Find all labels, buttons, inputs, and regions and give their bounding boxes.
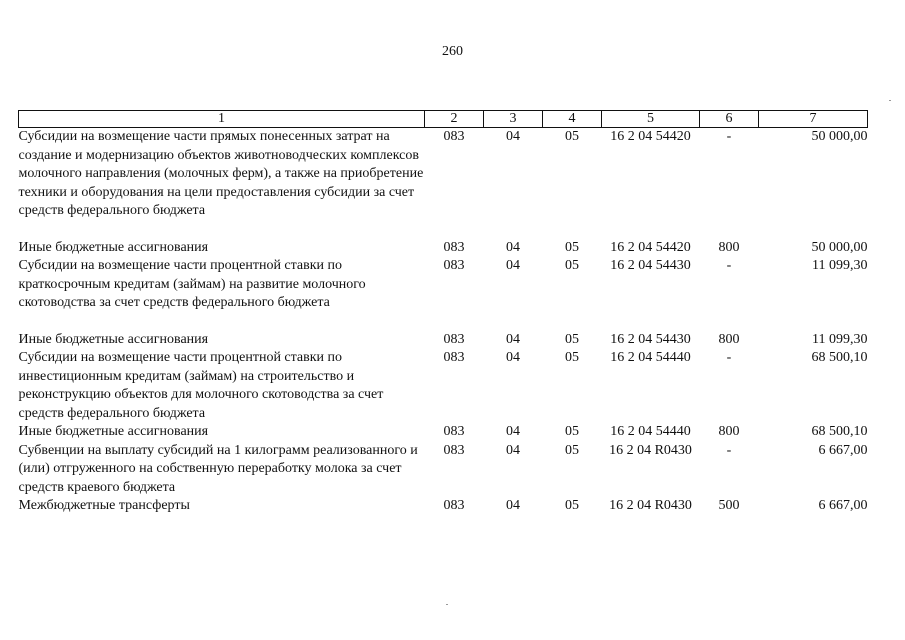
row-target-article: 16 2 04 54430 — [610, 331, 691, 347]
row-amount: 68 500,10 — [811, 350, 868, 365]
table-row — [19, 349, 868, 423]
row-target-article: 16 2 04 R0430 — [609, 442, 692, 458]
row-subsection: 05 — [565, 129, 579, 144]
col-header-6: 6 — [700, 111, 759, 128]
row-target-article: 16 2 04 54420 — [610, 129, 691, 144]
row-section: 04 — [506, 129, 520, 144]
row-grbs: 083 — [443, 498, 465, 513]
row-subsection: 05 — [565, 239, 579, 255]
header-row — [19, 111, 868, 128]
row-name: Субсидии на возмещение части процентной ставки по краткосрочным кредитам (займам) на развитие молочного скотоводства за счет средств федерального бюджета — [18, 258, 366, 310]
table-row — [19, 239, 868, 258]
row-section: 04 — [506, 424, 520, 439]
table-row — [19, 497, 868, 516]
row-subsection: 05 — [565, 258, 579, 273]
table-row — [19, 128, 868, 239]
row-subsection: 05 — [565, 331, 579, 347]
scan-speck — [889, 100, 891, 101]
row-name: Субвенции на выплату субсидий на 1 килограмм реализованного и (или) отгруженного на собственную переработку молока за счет средств краевого бюджета — [18, 442, 418, 495]
row-grbs: 083 — [443, 350, 465, 365]
row-expense-type: 500 — [718, 498, 740, 513]
row-grbs: 083 — [443, 442, 465, 458]
row-name: Субсидии на возмещение части прямых понесенных затрат на создание и модернизацию объектов животноводческих комплексов молочного направления (молочных ферм), а также на приобретение техники и оборудования на цели предоставления субсидии за счет средств федерального бюджета — [18, 129, 424, 218]
row-amount: 11 099,30 — [812, 258, 868, 273]
col-header-5: 5 — [602, 111, 700, 128]
col-header-1: 1 — [19, 111, 425, 128]
row-expense-type: 800 — [718, 239, 740, 255]
row-amount: 6 667,00 — [818, 498, 868, 513]
row-name: Межбюджетные трансферты — [18, 498, 190, 513]
row-section: 04 — [506, 331, 520, 347]
table-row — [19, 257, 868, 331]
row-amount: 50 000,00 — [811, 129, 868, 144]
row-name: Иные бюджетные ассигнования — [18, 424, 209, 439]
row-subsection: 05 — [565, 498, 579, 513]
row-name: Субсидии на возмещение части процентной ставки по инвестиционным кредитам (займам) на строительство и реконструкцию объектов для молочного скотоводства за счет средств федерального бюджета — [18, 350, 384, 421]
col-header-3: 3 — [484, 111, 543, 128]
row-expense-type: - — [726, 442, 732, 458]
row-section: 04 — [506, 442, 520, 458]
row-grbs: 083 — [443, 258, 465, 273]
row-section: 04 — [506, 258, 520, 273]
row-grbs: 083 — [443, 129, 465, 144]
row-expense-type: 800 — [718, 331, 740, 347]
row-target-article: 16 2 04 54420 — [610, 239, 691, 255]
row-amount: 11 099,30 — [812, 331, 868, 347]
budget-table — [18, 110, 868, 516]
row-section: 04 — [506, 350, 520, 365]
table-row — [19, 442, 868, 498]
row-grbs: 083 — [443, 239, 465, 255]
row-expense-type: 800 — [718, 424, 740, 439]
col-header-4: 4 — [543, 111, 602, 128]
row-amount: 68 500,10 — [811, 424, 868, 439]
col-header-7: 7 — [759, 111, 868, 128]
row-target-article: 16 2 04 54440 — [610, 424, 691, 439]
row-amount: 6 667,00 — [818, 442, 868, 458]
table-row — [19, 423, 868, 442]
row-expense-type: - — [726, 350, 732, 365]
table-row — [19, 331, 868, 350]
row-subsection: 05 — [565, 350, 579, 365]
row-amount: 50 000,00 — [811, 239, 868, 255]
row-expense-type: - — [726, 129, 732, 144]
row-target-article: 16 2 04 R0430 — [609, 498, 692, 513]
row-subsection: 05 — [565, 424, 579, 439]
scan-speck — [446, 604, 448, 605]
row-target-article: 16 2 04 54440 — [610, 350, 691, 365]
row-target-article: 16 2 04 54430 — [610, 258, 691, 273]
row-expense-type: - — [726, 258, 732, 273]
row-name: Иные бюджетные ассигнования — [18, 331, 209, 347]
row-section: 04 — [506, 498, 520, 513]
row-grbs: 083 — [443, 331, 465, 347]
row-name: Иные бюджетные ассигнования — [18, 239, 209, 255]
col-header-2: 2 — [425, 111, 484, 128]
row-section: 04 — [506, 239, 520, 255]
row-grbs: 083 — [443, 424, 465, 439]
row-subsection: 05 — [565, 442, 579, 458]
page-number: 260 — [442, 44, 463, 59]
